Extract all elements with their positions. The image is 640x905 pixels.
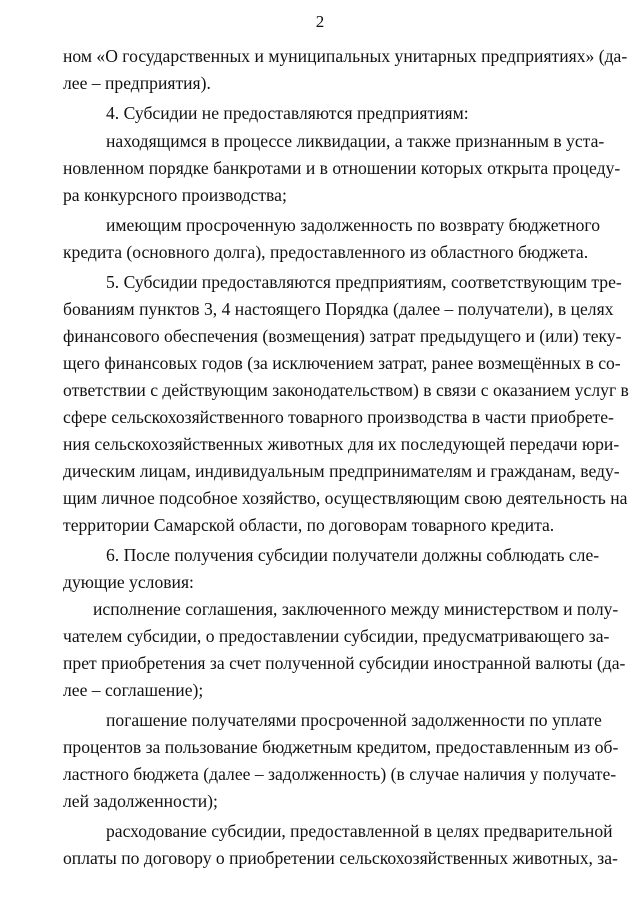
text-line: сфере сельскохозяйственного товарного производства в части приобрете-	[63, 407, 614, 427]
page-number: 2	[315, 12, 325, 31]
text-line: ластного бюджета (далее – задолженность) (в случае наличия у получате-	[63, 764, 617, 784]
text-line: находящимся в процессе ликвидации, а также признанным в уста-	[106, 131, 605, 151]
text-line: ном «О государственных и муниципальных унитарных предприятиях» (да-	[63, 46, 628, 66]
text-line: исполнение соглашения, заключенного между министерством и полу-	[93, 599, 619, 619]
text-line: щим личное подсобное хозяйство, осуществляющим свою деятельность на	[63, 488, 628, 508]
text-line: 5. Субсидии предоставляются предприятиям, соответствующим тре-	[106, 272, 622, 292]
text-line: бованиям пунктов 3, 4 настоящего Порядка (далее – получатели), в целях	[63, 299, 614, 319]
text-line: 6. После получения субсидии получатели должны соблюдать сле-	[106, 545, 600, 565]
text-line: щего финансовых годов (за исключением затрат, ранее возмещённых в со-	[63, 353, 621, 373]
text-line: ра конкурсного производства;	[63, 185, 287, 205]
text-line: финансового обеспечения (возмещения) затрат предыдущего и (или) теку-	[63, 326, 622, 346]
text-line: погашение получателями просроченной задолженности по уплате	[106, 710, 602, 730]
text-line: 4. Субсидии не предоставляются предприятиям:	[106, 103, 469, 123]
text-line: прет приобретения за счет полученной субсидии иностранной валюты (да-	[63, 653, 626, 673]
text-line: расходование субсидии, предоставленной в целях предварительной	[106, 821, 613, 841]
text-line: лее – соглашение);	[63, 680, 204, 700]
text-line: имеющим просроченную задолженность по возврату бюджетного	[106, 215, 601, 235]
text-line: лее – предприятия).	[63, 73, 211, 93]
text-line: дующие условия:	[63, 572, 194, 592]
text-line: лей задолженности);	[63, 791, 218, 811]
text-line: чателем субсидии, о предоставлении субсидии, предусматривающего за-	[63, 626, 610, 646]
text-line: оплаты по договору о приобретении сельскохозяйственных животных, за-	[63, 848, 618, 868]
text-line: процентов за пользование бюджетным кредитом, предоставленным из об-	[63, 737, 619, 757]
text-line: территории Самарской области, по договорам товарного кредита.	[63, 515, 555, 535]
text-line: дическим лицам, индивидуальным предпринимателям и гражданам, веду-	[63, 461, 620, 481]
text-line: ответствии с действующим законодательством) в связи с оказанием услуг в	[63, 380, 629, 400]
text-line: ния сельскохозяйственных животных для их последующей передачи юри-	[63, 434, 620, 454]
text-line: новленном порядке банкротами и в отношении которых открыта процеду-	[63, 158, 621, 178]
text-line: кредита (основного долга), предоставленного из областного бюджета.	[63, 242, 589, 262]
